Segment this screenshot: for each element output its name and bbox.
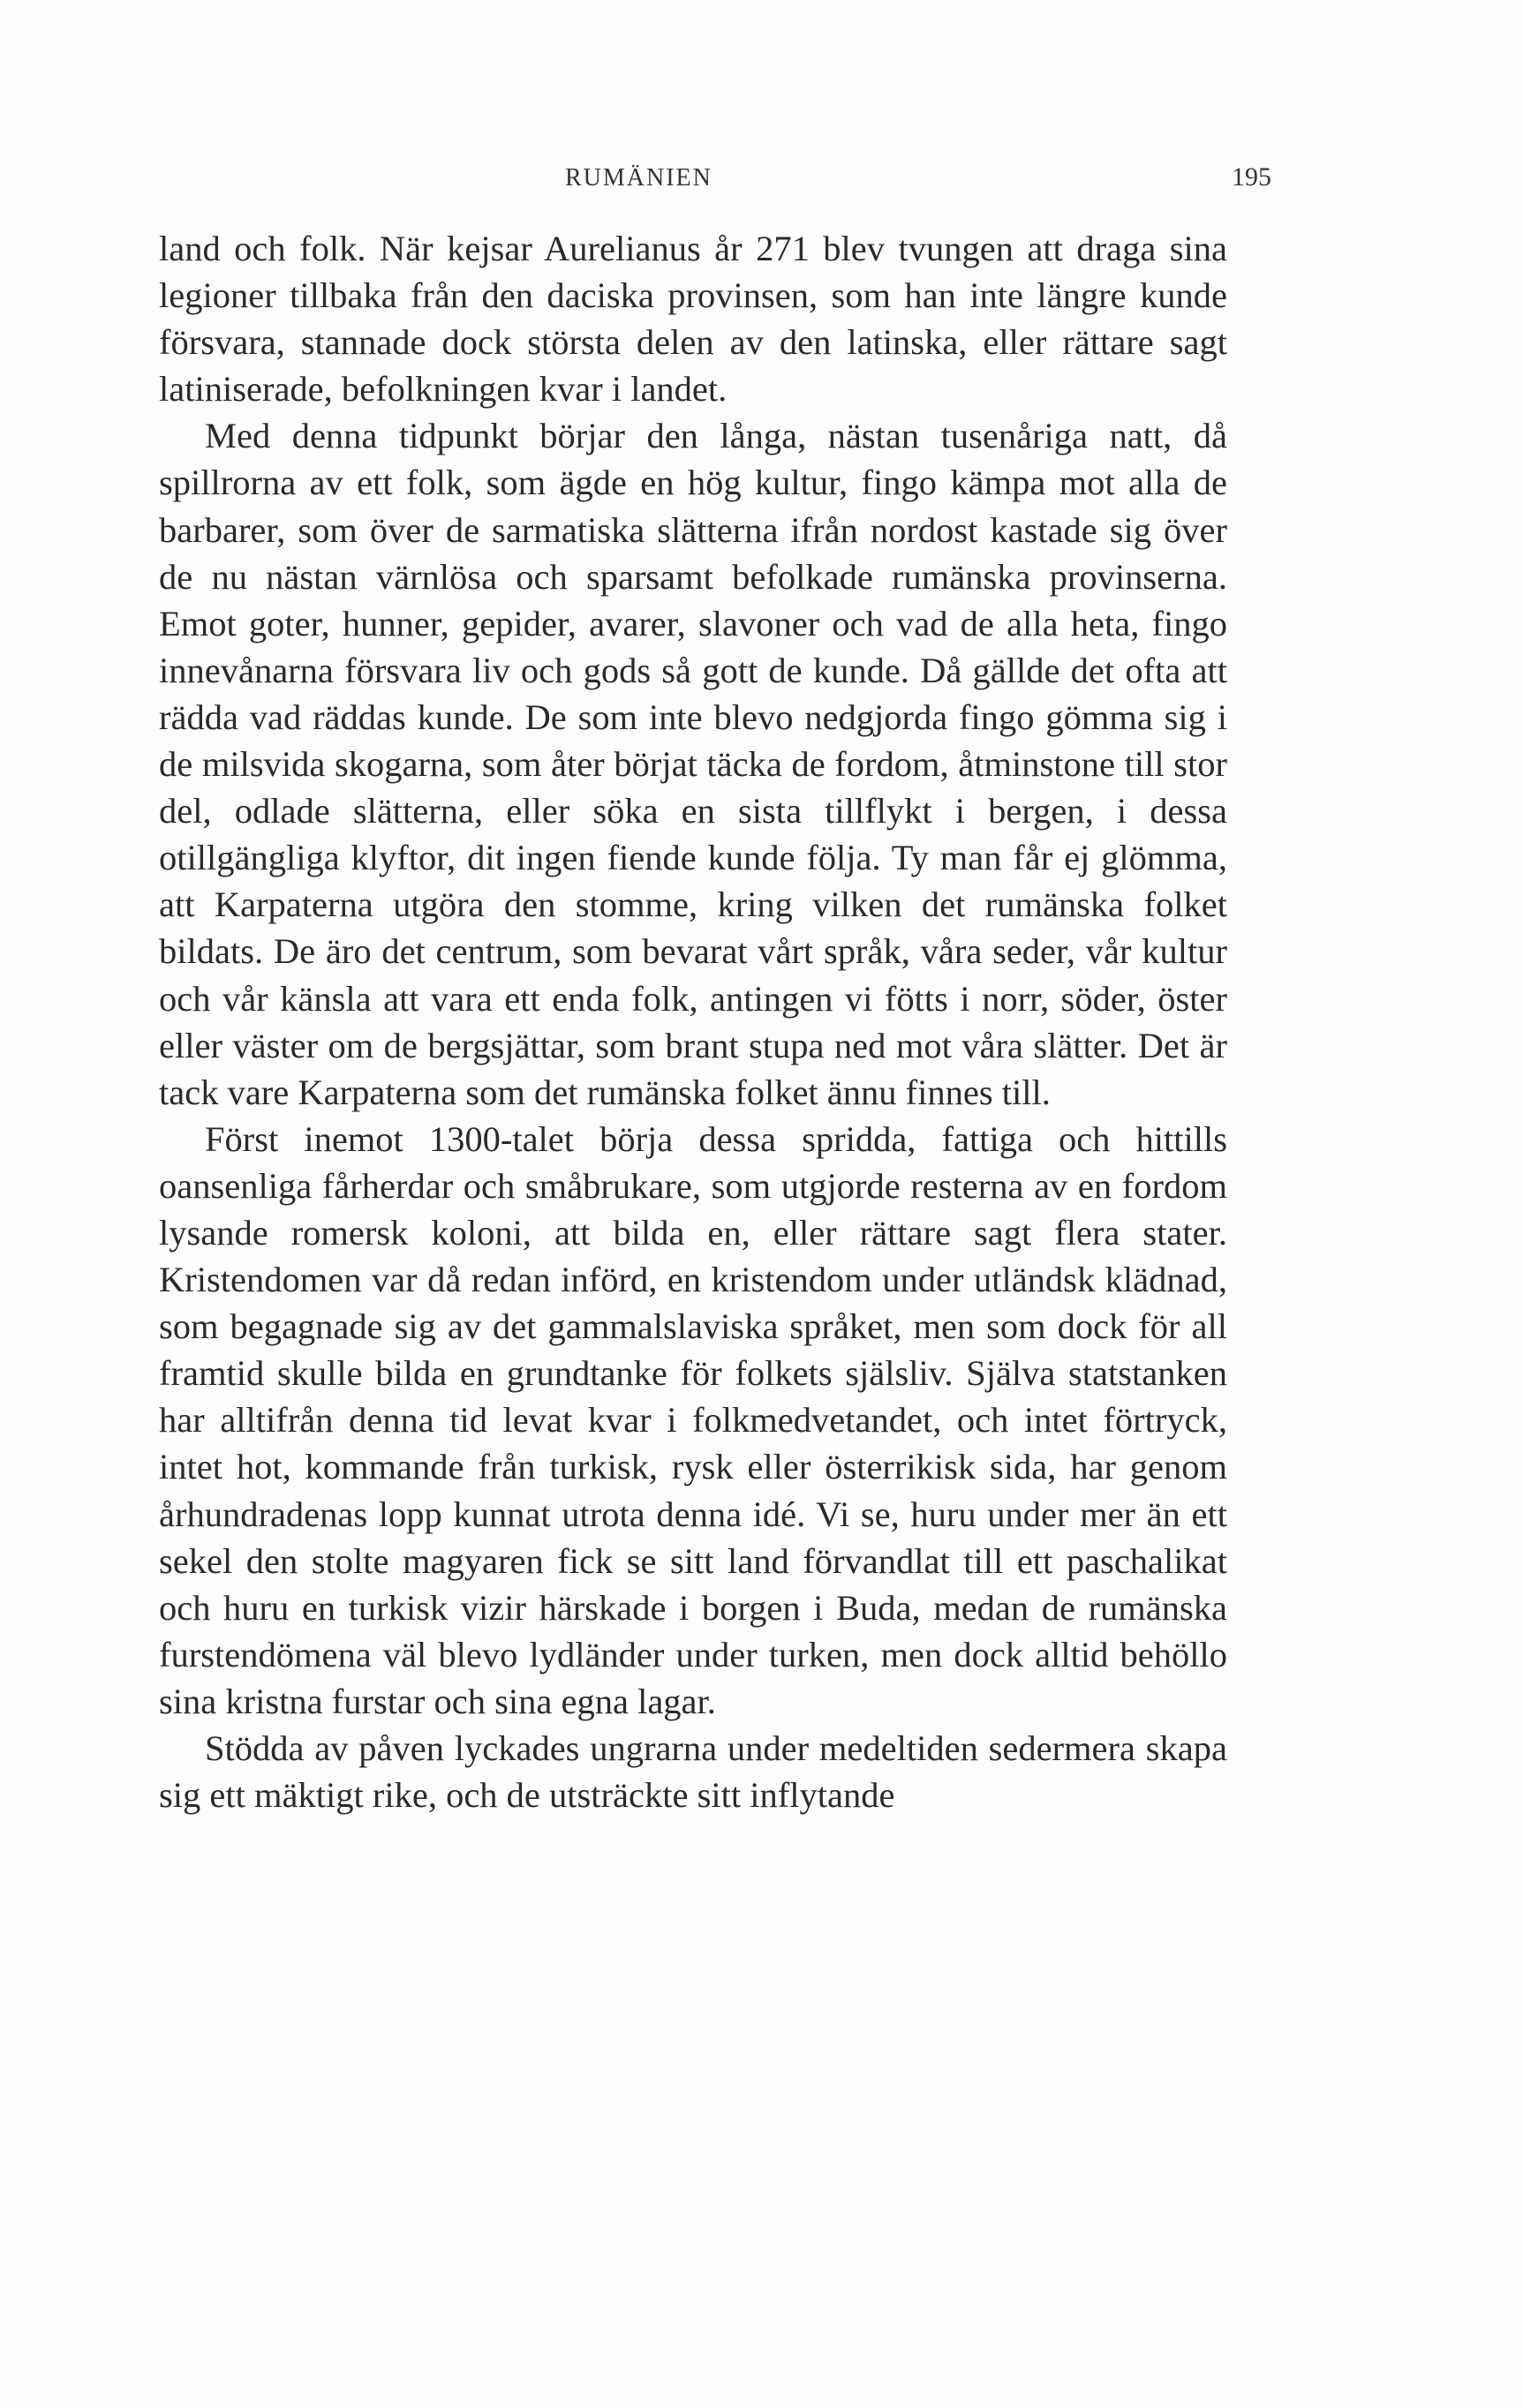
- paragraph-4: Stödda av påven lyckades ungrarna under medeltiden sedermera skapa sig ett mäktigt rike, och de utsträckte sitt inflytande: [159, 1728, 1227, 1816]
- paragraph-3: Först inemot 1300-talet börja dessa spridda, fattiga och hittills oansenliga fårherdar och småbrukare, som utgjorde resterna av en fordom lysande romersk koloni, att bilda en, eller rättare sagt flera stater. Kristendomen var då redan införd, en kristendom under utländsk klädnad, som begagnade sig av det gammalslaviska språket, men som dock för all framtid skulle bilda en grundtanke för folkets själsliv. Själva statstanken har alltifrån denna tid levat kvar i folkmedvetandet, och intet förtryck, intet hot, kommande från turkisk, rysk eller österrikisk sida, har genom århundradenas lopp kunnat utrota denna idé. Vi se, huru under mer än ett sekel den stolte magyaren fick se sitt land förvandlat till ett paschalikat och huru en turkisk vizir härskade i borgen i Buda, medan de rumänska furstendömena väl blevo lydländer under turken, men dock alltid behöllo sina kristna furstar och sina egna lagar.: [159, 1118, 1227, 1721]
- body-text: [159, 225, 1227, 1818]
- page-number: 195: [1232, 162, 1271, 192]
- paragraph-2: Med denna tidpunkt börjar den långa, nästan tusenåriga natt, då spillrorna av ett folk, som ägde en hög kultur, fingo kämpa mot alla de barbarer, som över de sarmatiska slätterna ifrån nordost kastade sig över de nu nästan värnlösa och sparsamt befolkade rumänska provinserna. Emot goter, hunner, gepider, avarer, slavoner och vad de alla heta, fingo innevånarna försvara liv och gods så gott de kunde. Då gällde det ofta att rädda vad räddas kunde. De som inte blevo nedgjorda fingo gömma sig i de milsvida skogarna, som åter börjat täcka de fordom, åtminstone till stor del, odlade slätterna, eller söka en sista tillflykt i bergen, i dessa otillgängliga klyftor, dit ingen fiende kunde följa. Ty man får ej glömma, att Karpaterna utgöra den stomme, kring vilken det rumänska folket bildats. De äro det centrum, som bevarat vårt språk, våra seder, vår kultur och vår känsla att vara ett enda folk, antingen vi fötts i norr, söder, öster eller väster om de bergsjättar, som brant stupa ned mot våra slätter. Det är tack vare Karpaterna som det rumänska folket ännu finnes till.: [159, 416, 1227, 1112]
- paragraph-1: land och folk. När kejsar Aurelianus år 271 blev tvungen att draga sina legioner tillbaka från den daciska provinsen, som han inte längre kunde försvara, stannade dock största delen av den latinska, eller rättare sagt latiniserade, befolkningen kvar i landet.: [159, 229, 1227, 410]
- running-head: RUMÄNIEN: [565, 164, 712, 192]
